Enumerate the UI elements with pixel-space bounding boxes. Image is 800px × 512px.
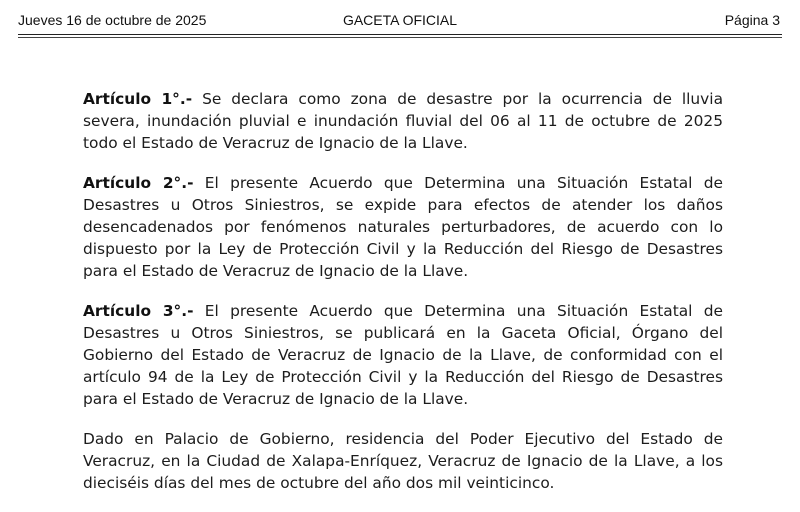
article-1-heading: Artículo 1°.- <box>83 90 193 108</box>
closing-paragraph: Dado en Palacio de Gobierno, residencia del Poder Ejecutivo del Estado de Veracruz, en la Ciudad de Xalapa-Enríquez, Veracruz de Ignacio de la Llave, a los dieciséis días del mes de octubre del año dos mil veinticinco. <box>83 430 723 492</box>
article-2-text: El presente Acuerdo que Determina una Situación Estatal de Desastres u Otros Siniestros, se expide para efectos de atender los daños desencadenados por fenómenos naturales perturbadores, de acuerdo con lo dispuesto por la Ley de Protección Civil y la Reducción del Riesgo de Desastres para el Estado de Veracruz de Ignacio de la Llave. <box>83 174 723 280</box>
article-2 <box>83 172 723 282</box>
document-body <box>83 88 723 512</box>
header-page-number: Página 3 <box>724 12 780 28</box>
header-divider <box>18 34 782 38</box>
article-1 <box>83 88 723 154</box>
article-3-heading: Artículo 3°.- <box>83 302 194 320</box>
header-title: GACETA OFICIAL <box>342 12 458 28</box>
article-2-heading: Artículo 2°.- <box>83 174 194 192</box>
header-date: Jueves 16 de octubre de 2025 <box>18 12 207 28</box>
article-3 <box>83 300 723 410</box>
page-header <box>18 12 782 32</box>
article-3-text: El presente Acuerdo que Determina una Situación Estatal de Desastres u Otros Siniestros, se publicará en la Gaceta Oficial, Órgano del Gobierno del Estado de Veracruz de Ignacio de la Llave, de conformidad con el artículo 94 de la Ley de Protección Civil y la Reducción del Riesgo de Desastres para el Estado de Veracruz de Ignacio de la Llave. <box>83 302 723 408</box>
article-1-text: Se declara como zona de desastre por la ocurrencia de lluvia severa, inundación pluvial e inundación fluvial del 06 al 11 de octubre de 2025 todo el Estado de Veracruz de Ignacio de la Llave. <box>83 90 723 152</box>
